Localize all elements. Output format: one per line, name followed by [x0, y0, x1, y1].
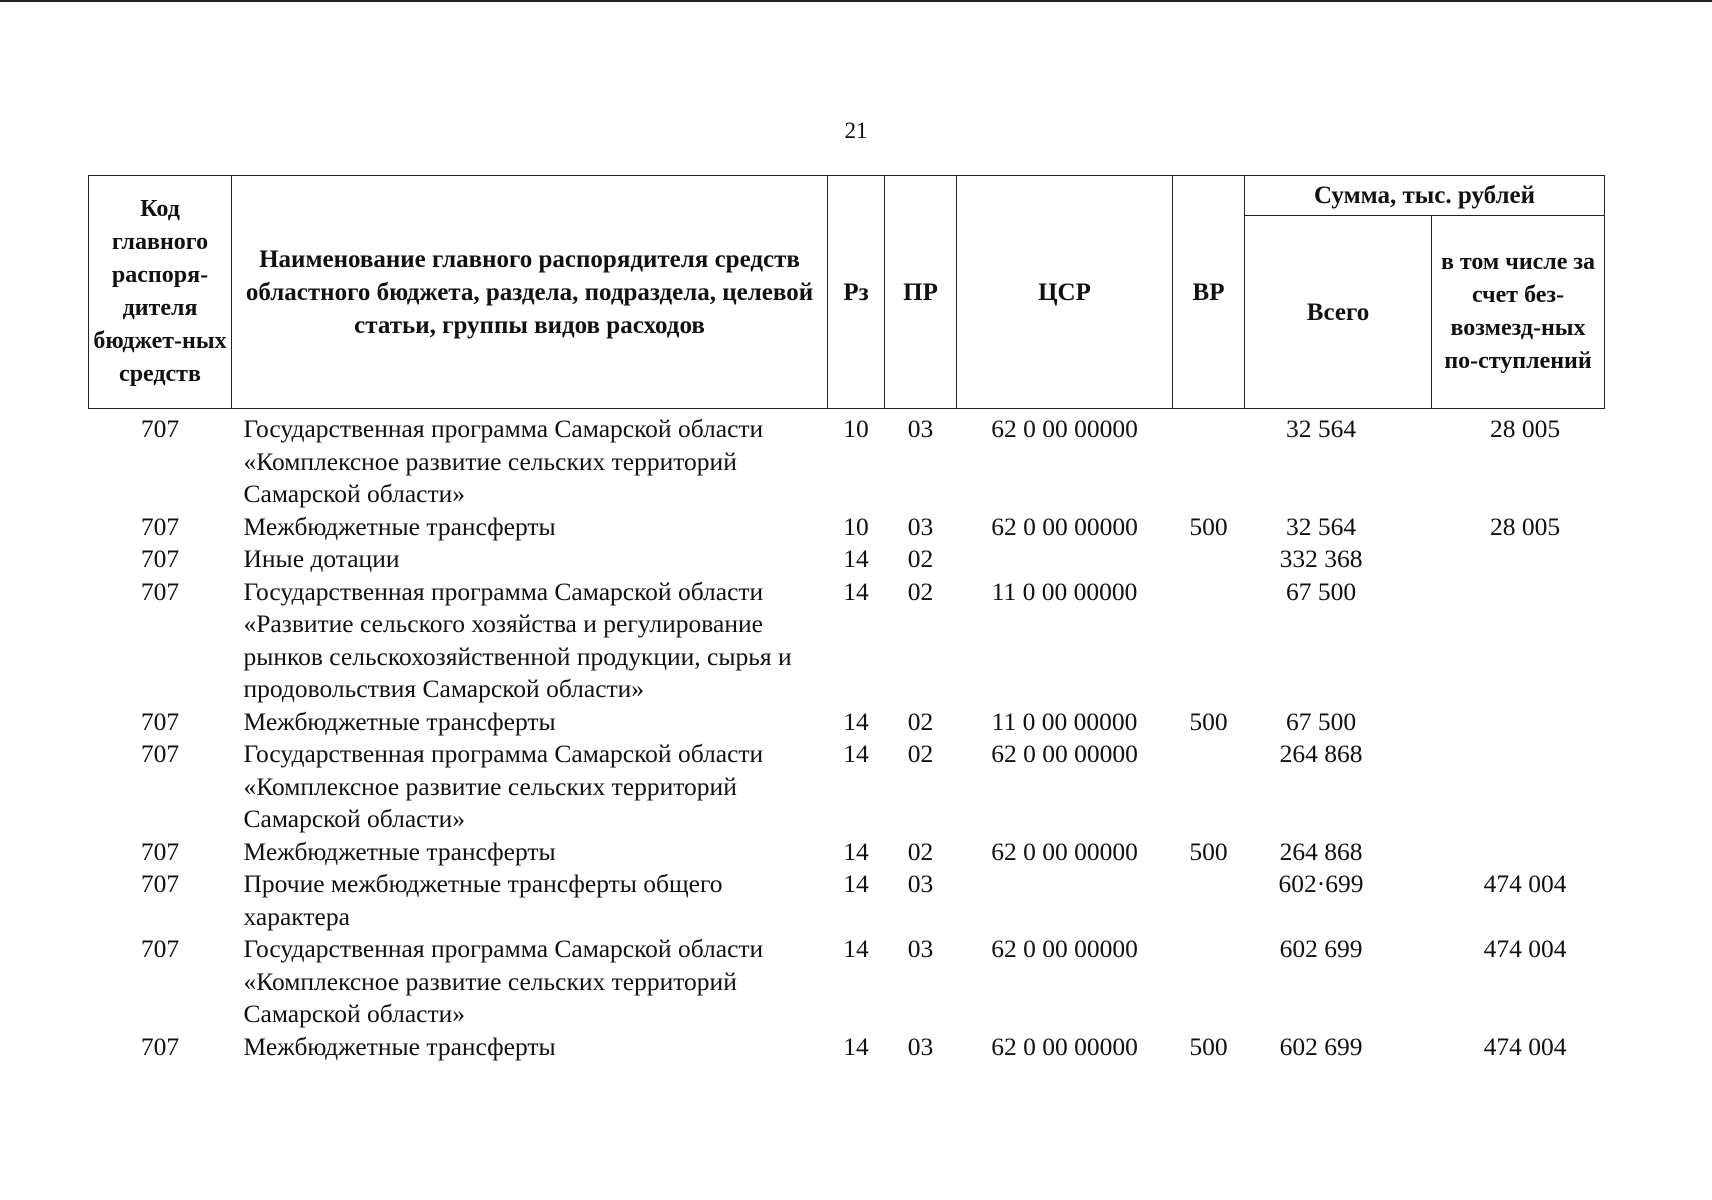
cell-vr: 500 — [1189, 706, 1228, 736]
table-row — [89, 576, 1605, 706]
cell-total: 602 699 — [1279, 1031, 1363, 1061]
cell-csr: 62 0 00 00000 — [991, 739, 1138, 768]
cell-pr: 02 — [907, 706, 934, 736]
cell-total: 67 500 — [1285, 576, 1357, 606]
table-row — [89, 409, 1605, 511]
table-row — [89, 706, 1605, 739]
cell-free: 28 005 — [1489, 511, 1561, 541]
cell-vr — [1173, 933, 1245, 1031]
cell-pr: 03 — [907, 1031, 934, 1061]
cell-code: 707 — [140, 576, 180, 606]
cell-vr: 500 — [1189, 836, 1228, 866]
cell-total: 32 564 — [1285, 511, 1357, 541]
table-row — [89, 738, 1605, 836]
cell-pr: 02 — [907, 576, 934, 606]
cell-name: Иные дотации — [243, 544, 400, 573]
cell-rz: 14 — [843, 836, 869, 866]
cell-csr: 62 0 00 00000 — [991, 1031, 1138, 1061]
cell-vr — [1173, 576, 1245, 706]
header-vr: ВР — [1173, 176, 1245, 409]
cell-pr: 02 — [907, 739, 934, 768]
cell-pr: 02 — [907, 544, 934, 573]
top-rule — [0, 0, 1712, 2]
cell-csr — [957, 868, 1173, 933]
cell-name: Прочие межбюджетные трансферты общего характера — [243, 869, 723, 931]
cell-total: 602 699 — [1279, 934, 1363, 963]
cell-pr: 03 — [907, 869, 934, 898]
cell-rz: 14 — [843, 576, 869, 606]
page-number: 21 — [844, 118, 868, 143]
cell-csr — [957, 543, 1173, 576]
cell-name: Государственная программа Самарской области «Комплексное развитие сельских территорий Самарской области» — [243, 414, 764, 508]
table-row — [89, 933, 1605, 1031]
table-row — [89, 836, 1605, 869]
header-code: Код главного распоря-дителя бюджет-ных средств — [89, 176, 232, 409]
cell-code: 707 — [140, 414, 180, 443]
cell-code: 707 — [140, 1031, 180, 1061]
header-pr: ПР — [885, 176, 957, 409]
cell-pr: 03 — [907, 414, 934, 443]
cell-total: 264 868 — [1279, 739, 1363, 768]
cell-total: 264 868 — [1279, 836, 1363, 866]
cell-free: 28 005 — [1489, 414, 1561, 443]
cell-free — [1432, 836, 1605, 869]
cell-name: Межбюджетные трансферты — [243, 511, 556, 541]
cell-pr: 03 — [907, 511, 934, 541]
table-header — [89, 176, 1605, 409]
cell-vr — [1173, 738, 1245, 836]
header-name: Наименование главного распорядителя средств областного бюджета, раздела, подраздела, целевой статьи, группы видов расходов — [232, 176, 828, 409]
cell-name: Межбюджетные трансферты — [243, 1031, 556, 1061]
cell-vr: 500 — [1189, 511, 1228, 541]
table-row — [89, 511, 1605, 544]
cell-pr: 02 — [907, 836, 934, 866]
cell-code: 707 — [140, 836, 180, 866]
cell-rz: 14 — [843, 1031, 869, 1061]
cell-vr — [1173, 868, 1245, 933]
cell-total: 67 500 — [1285, 706, 1357, 736]
cell-code: 707 — [140, 544, 180, 573]
cell-rz: 14 — [843, 544, 869, 573]
table-row — [89, 868, 1605, 933]
cell-csr: 62 0 00 00000 — [991, 836, 1138, 866]
cell-csr: 11 0 00 00000 — [991, 706, 1138, 736]
cell-csr: 62 0 00 00000 — [991, 934, 1138, 963]
cell-csr: 62 0 00 00000 — [991, 414, 1138, 443]
cell-rz: 14 — [843, 706, 869, 736]
cell-code: 707 — [140, 869, 180, 898]
header-total: Всего — [1245, 216, 1432, 409]
cell-free — [1432, 543, 1605, 576]
header-free: в том числе за счет без-возмезд-ных по-ступлений — [1432, 216, 1605, 409]
cell-name: Межбюджетные трансферты — [243, 706, 556, 736]
cell-total: 332 368 — [1279, 544, 1363, 573]
cell-rz: 10 — [843, 414, 869, 443]
cell-total: 32 564 — [1285, 414, 1357, 443]
cell-name: Межбюджетные трансферты — [243, 836, 556, 866]
cell-code: 707 — [140, 739, 180, 768]
cell-free: 474 004 — [1483, 869, 1567, 898]
header-csr: ЦСР — [957, 176, 1173, 409]
cell-free — [1432, 706, 1605, 739]
header-sum-group: Сумма, тыс. рублей — [1245, 176, 1605, 216]
header-rz: Рз — [828, 176, 885, 409]
cell-code: 707 — [140, 706, 180, 736]
cell-vr — [1173, 543, 1245, 576]
cell-pr: 03 — [907, 934, 934, 963]
cell-code: 707 — [140, 934, 180, 963]
cell-rz: 14 — [843, 934, 869, 963]
cell-vr: 500 — [1189, 1031, 1228, 1061]
cell-vr — [1173, 409, 1245, 511]
table-row — [89, 1031, 1605, 1064]
cell-free: 474 004 — [1483, 1031, 1567, 1061]
cell-name: Государственная программа Самарской области «Развитие сельского хозяйства и регулирование рынков сельскохозяйственной продукции, сырья и продовольствия Самарской области» — [243, 576, 792, 703]
cell-name: Государственная программа Самарской области «Комплексное развитие сельских территорий Самарской области» — [243, 934, 764, 1028]
budget-table — [88, 175, 1605, 1063]
cell-rz: 10 — [843, 511, 869, 541]
cell-rz: 14 — [843, 739, 869, 768]
table-body — [89, 409, 1605, 1064]
cell-csr: 11 0 00 00000 — [991, 576, 1138, 606]
cell-csr: 62 0 00 00000 — [991, 511, 1138, 541]
cell-code: 707 — [140, 511, 180, 541]
cell-free — [1432, 738, 1605, 836]
cell-name: Государственная программа Самарской области «Комплексное развитие сельских территорий Самарской области» — [243, 739, 764, 833]
cell-total: 602·699 — [1278, 869, 1364, 898]
cell-free: 474 004 — [1483, 934, 1567, 963]
cell-free — [1432, 576, 1605, 706]
cell-rz: 14 — [843, 869, 869, 898]
table-row — [89, 543, 1605, 576]
